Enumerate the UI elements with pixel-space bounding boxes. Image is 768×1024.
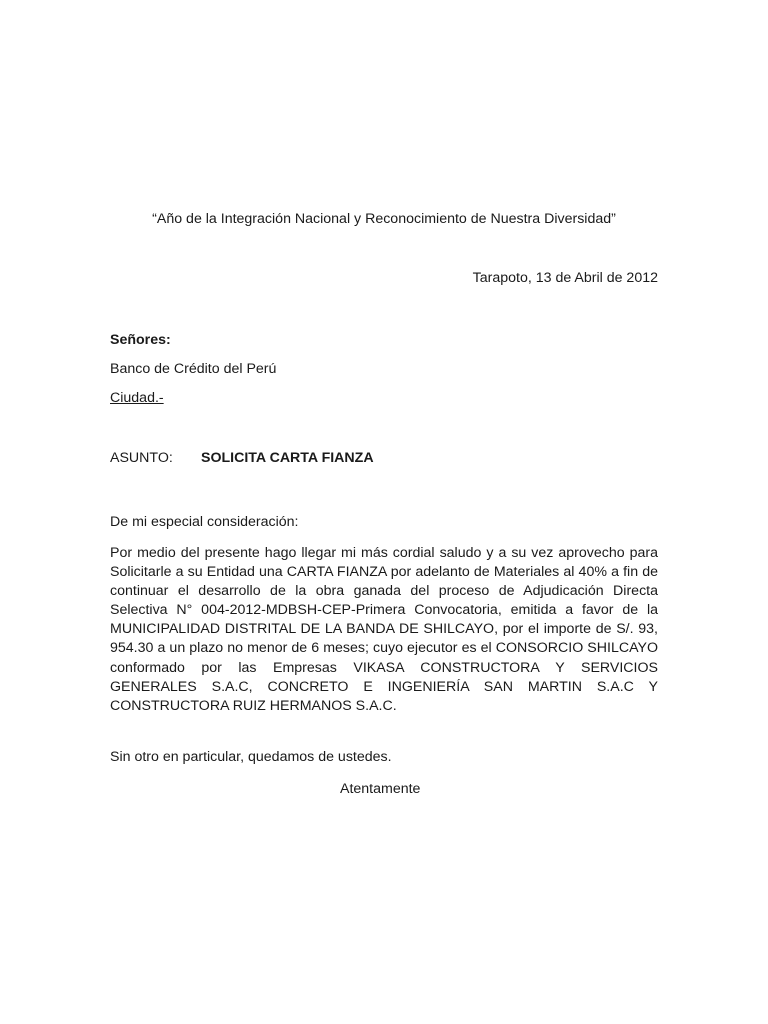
greeting: De mi especial consideración: [110, 514, 299, 530]
subject-value: SOLICITA CARTA FIANZA [201, 450, 374, 466]
place-date: Tarapoto, 13 de Abril de 2012 [472, 270, 658, 286]
recipient-city: Ciudad.- [110, 390, 164, 406]
year-motto: “Año de la Integración Nacional y Reconocimiento de Nuestra Diversidad” [152, 211, 616, 227]
recipient-salutation: Señores: [110, 332, 171, 348]
closing-line: Sin otro en particular, quedamos de ustedes. [110, 749, 392, 765]
signoff: Atentamente [340, 781, 421, 797]
subject-label: ASUNTO: [110, 450, 173, 466]
recipient-name: Banco de Crédito del Perú [110, 361, 277, 377]
letter-body: Por medio del presente hago llegar mi más cordial saludo y a su vez aprovecho para Solicitarle a su Entidad una CARTA FIANZA por adelanto de Materiales al 40% a fin de continuar el desarrollo de la obra ganada del proceso de Adjudicación Directa Selectiva N° 004-2012-MDBSH-CEP-Primera Convocatoria, emitida a favor de la MUNICIPALIDAD DISTRITAL DE LA BANDA DE SHILCAYO, por el importe de S/. 93, 954.30 a un plazo no menor de 6 meses; cuyo ejecutor es el CONSORCIO SHILCAYO conformado por las Empresas VIKASA CONSTRUCTORA Y SERVICIOS GENERALES S.A.C, CONCRETO E INGENIERÍA SAN MARTIN S.A.C Y CONSTRUCTORA RUIZ HERMANOS S.A.C. [110, 545, 658, 714]
